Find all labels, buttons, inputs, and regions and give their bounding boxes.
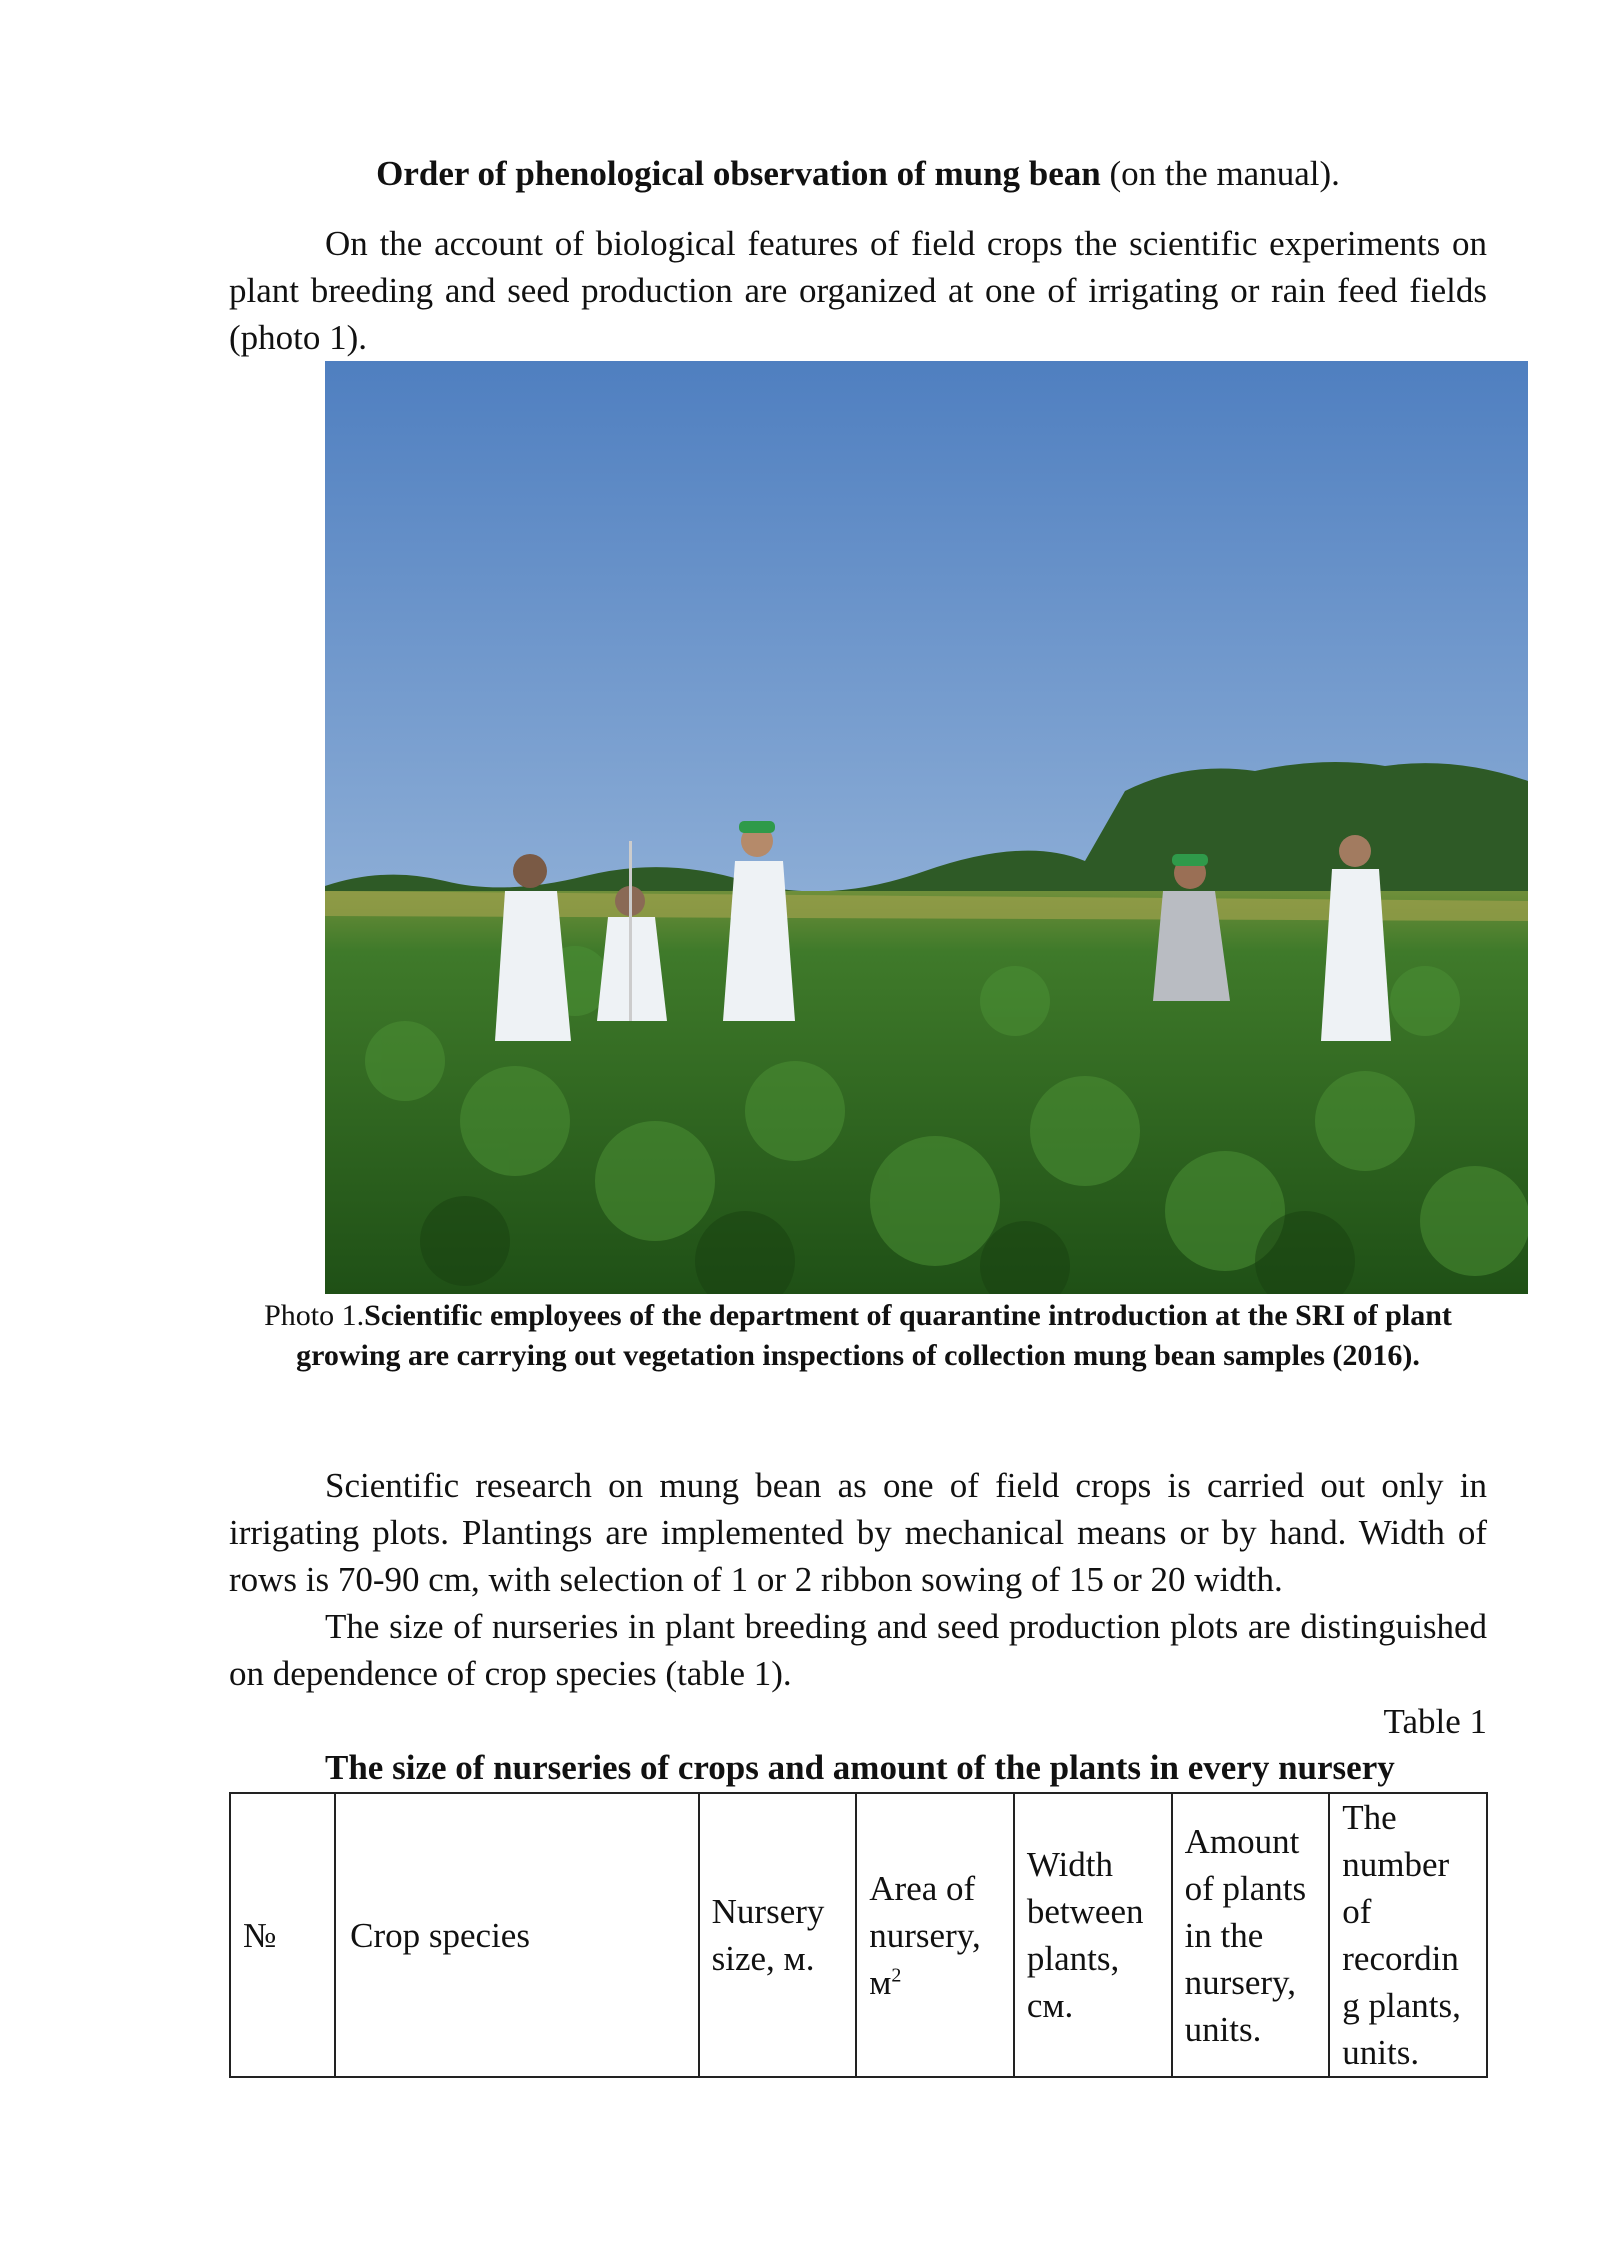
col-recording: The number of recordin g plants, units. [1329,1793,1487,2077]
col-width: Width between plants, см. [1014,1793,1172,2077]
table-title: The size of nurseries of crops and amount of the plants in every nursery [325,1748,1395,1787]
heading-rest: (on the manual). [1100,154,1340,193]
caption-prefix: Photo 1. [264,1299,365,1332]
col-area-label: Area of nursery, м [869,1868,981,2002]
paragraph-2: Scientific research on mung bean as one of field crops is carried out only in irrigating plots. Plantings are implemented by mechanical means or by hand. Width of rows is 70-90 cm, with selection of 1 or 2 ribbon sowing of 15 or 20 width. [229,1466,1487,1599]
page-heading [229,150,1487,197]
col-area [856,1793,1014,2077]
field-photo-image [325,361,1528,1294]
col-nursery-size: Nursery size, м. [699,1793,857,2077]
col-amount: Amount of plants in the nursery, units. [1172,1793,1330,2077]
field-photo [325,361,1528,1294]
heading-bold: Order of phenological observation of mung bean [376,154,1101,193]
col-area-sup: 2 [891,1963,902,1986]
body-block [229,1462,1487,1697]
intro-paragraph: On the account of biological features of field crops the scientific experiments on plant breeding and seed production are organized at one of irrigating or rain feed fields (photo 1). [229,224,1487,357]
paragraph-3: The size of nurseries in plant breeding and seed production plots are distinguished on dependence of crop species (table 1). [229,1607,1487,1693]
col-number: № [230,1793,335,2077]
photo-caption [229,1296,1487,1376]
caption-text: Scientific employees of the department of quarantine introduction at the SRI of plant growing are carrying out vegetation inspections of collection mung bean samples (2016). [296,1299,1452,1372]
intro-block [229,220,1487,361]
table-label: Table 1 [1383,1702,1487,1741]
col-crop-species: Crop species [335,1793,699,2077]
table-header-row [230,1793,1487,2077]
nursery-table [229,1792,1488,2078]
